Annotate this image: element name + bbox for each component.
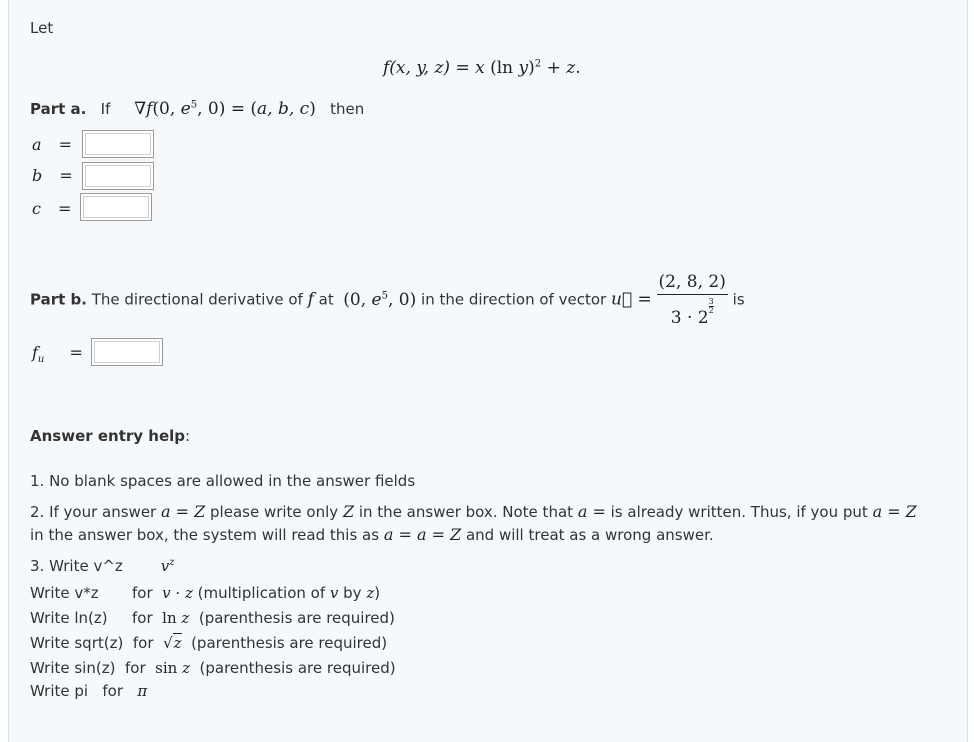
if-text: If [100, 100, 111, 118]
mult-by: by [343, 584, 362, 602]
mult-desc: (multiplication of [197, 584, 326, 602]
part-b-text: The directional derivative of [91, 290, 303, 309]
help-sin: Write sin(z) for sin z (parenthesis are required) [30, 659, 396, 677]
rule2-b: please write only [210, 503, 339, 521]
var-c-label: c = [32, 199, 72, 218]
f-symbol: f [307, 289, 314, 310]
answer-fu-input[interactable] [91, 338, 163, 366]
write-sqrt: Write sqrt(z) [30, 634, 124, 652]
fraction-denominator: 3 · 2 $\frac{3}{2}$ [670, 297, 714, 328]
write-mult: Write v*z [30, 584, 99, 602]
help-colon: : [185, 427, 191, 445]
var-b-label: b = [32, 166, 73, 185]
for-1: for [132, 584, 153, 602]
part-a-label: Part a. [30, 100, 87, 118]
answer-b-input[interactable] [82, 162, 154, 190]
part-b-label: Part b. [30, 290, 87, 309]
help-rule-1: 1. No blank spaces are allowed in the answer fields [30, 472, 416, 490]
help-title-text: Answer entry help [30, 427, 186, 445]
rule2-e: in the answer box, the system will read this as [30, 526, 380, 544]
paren-req-3: (parenthesis are required) [199, 659, 396, 677]
help-rule-2-line1: 2. If your answer a = Z please write only Z in the answer box. Note that a = is already written. Thus, if you put a = Z [30, 502, 917, 521]
rule2-a: 2. If your answer [30, 503, 157, 521]
fraction-numerator: (2, 8, 2) [657, 272, 728, 295]
write-pi: Write pi [30, 682, 89, 700]
is-text: is [732, 290, 745, 309]
rule3-text: 3. Write v^z [30, 557, 123, 575]
function-equation: f(x, y, z) = x (ln y)$^2$ + z. [383, 58, 581, 78]
for-5: for [102, 682, 123, 700]
write-sin: Write sin(z) [30, 659, 116, 677]
rule2-f: and will treat as a wrong answer. [465, 526, 714, 544]
for-2: for [132, 609, 153, 627]
paren-req-2: (parenthesis are required) [191, 634, 388, 652]
part-b-line [30, 272, 745, 328]
help-title [30, 427, 190, 445]
intro-text: Let [30, 19, 54, 37]
then-text: then [330, 100, 365, 118]
for-3: for [132, 634, 154, 652]
var-a-label: a = [32, 135, 73, 154]
vector-u: u⃗ = [610, 289, 652, 310]
help-rule-2-line2: in the answer box, the system will read this as a = a = Z and will treat as a wrong answer. [30, 525, 714, 544]
help-sqrt: Write sqrt(z) for √z (parenthesis are required) [30, 634, 388, 652]
rule2-d: is already written. Thus, if you put [610, 503, 868, 521]
for-4: for [124, 659, 146, 677]
part-a-line [30, 99, 364, 119]
help-pi: Write pi for π [30, 682, 148, 700]
gradient-expression: ∇f(0, $e^5$, 0) = (a, b, c) [134, 99, 316, 119]
answer-c-input[interactable] [80, 193, 152, 221]
help-mult: Write v*z for v · z (multiplication of v by z) [30, 584, 381, 602]
help-rule-3: 3. Write v^z $v^z$ [30, 557, 175, 575]
point-expression: (0, $e^5$, 0) [343, 289, 417, 310]
answer-a-input[interactable] [82, 130, 154, 158]
at-text: at [318, 290, 334, 309]
direction-fraction [657, 272, 728, 328]
help-ln: Write ln(z) for ln z (parenthesis are required) [30, 609, 395, 627]
write-ln: Write ln(z) [30, 609, 108, 627]
paren-req-1: (parenthesis are required) [198, 609, 395, 627]
rule2-c: in the answer box. Note that [358, 503, 574, 521]
fu-label: $f_u$ = [32, 343, 83, 366]
direction-text: in the direction of vector [421, 290, 607, 309]
